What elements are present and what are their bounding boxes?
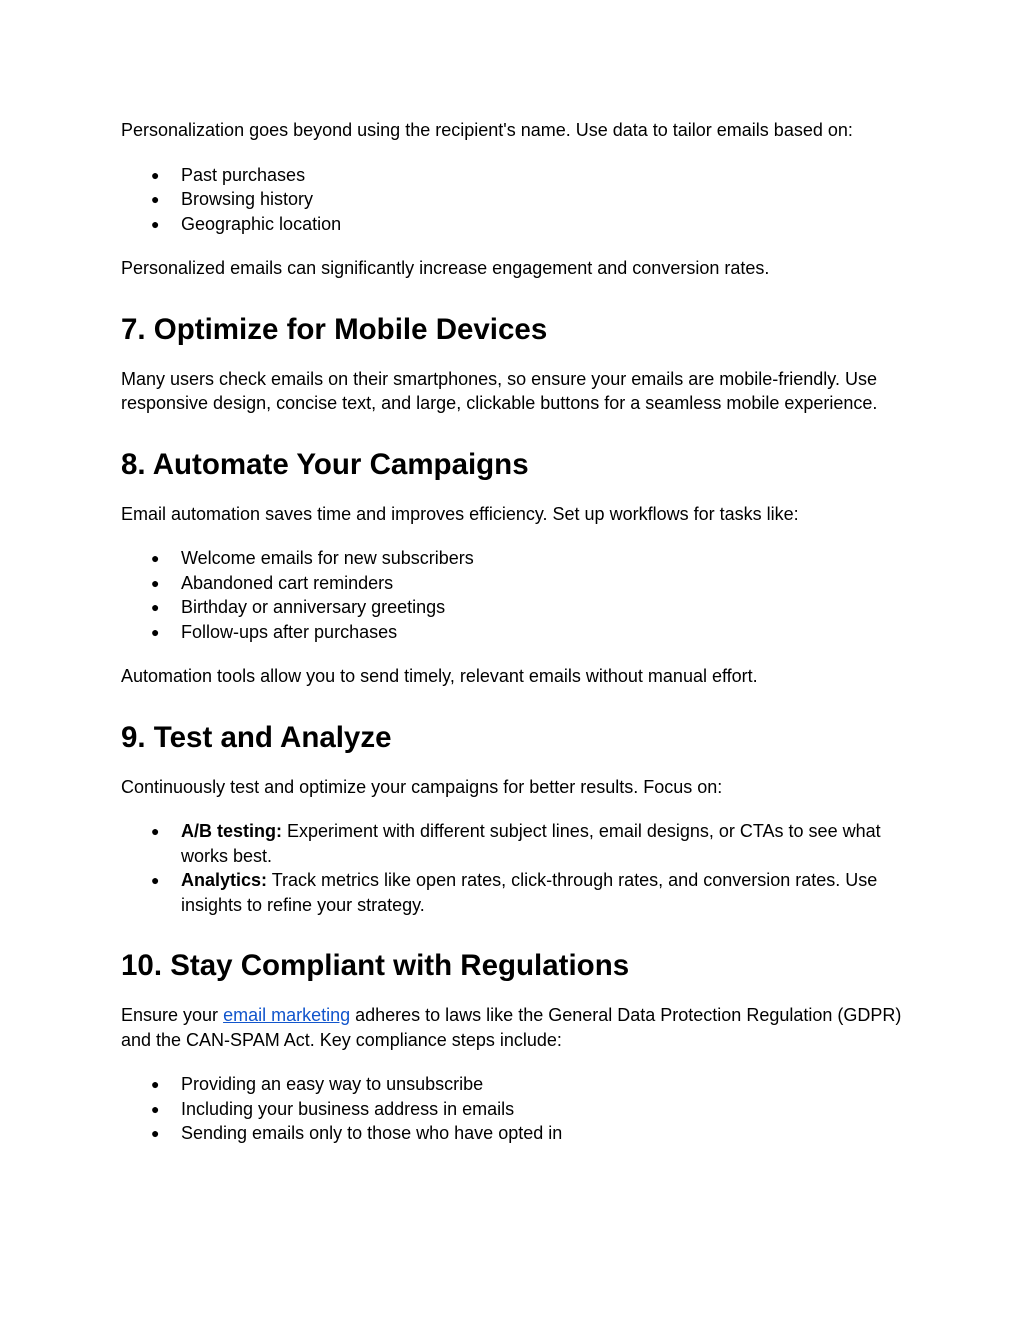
section-8-intro: Email automation saves time and improves efficiency. Set up workflows for tasks like: [121, 503, 799, 524]
list-item: ● Welcome emails for new subscribers [121, 546, 911, 571]
bullet-icon: ● [151, 166, 160, 183]
section-8-heading: 8. Automate Your Campaigns [121, 447, 529, 481]
compliance-list [121, 1072, 911, 1146]
bullet-icon: ● [151, 215, 160, 232]
list-item: ● Past purchases [121, 163, 911, 188]
list-item: ● Follow-ups after purchases [121, 620, 911, 645]
bullet-icon: ● [151, 872, 160, 888]
bullet-icon: ● [151, 823, 160, 839]
list-item: ● Browsing history [121, 187, 911, 212]
bullet-icon: ● [151, 550, 160, 566]
bullet-icon: ● [151, 623, 160, 640]
section-9-heading: 9. Test and Analyze [121, 720, 392, 754]
section-10-heading: 10. Stay Compliant with Regulations [121, 949, 630, 982]
list-item-label: Analytics: [181, 870, 268, 890]
intro-outro-paragraph: Personalized emails can significantly increase engagement and conversion rates. [121, 258, 770, 278]
list-item: ● Birthday or anniversary greetings [121, 595, 911, 620]
section-9-intro: Continuously test and optimize your campaigns for better results. Focus on: [121, 776, 723, 797]
bullet-icon: ● [151, 599, 160, 615]
personalization-list [121, 163, 911, 237]
section-8-outro: Automation tools allow you to send timely, relevant emails without manual effort. [121, 666, 758, 686]
section-7-body: Many users check emails on their smartphones, so ensure your emails are mobile-friendly. Use responsive design, concise text, and large, clickable buttons for a seamless mobile experience. [121, 368, 878, 413]
testing-list [121, 819, 911, 917]
document-page [121, 118, 911, 1146]
list-item: ● Analytics: Track metrics like open rates, click-through rates, and conversion rates. Use insights to refine your strategy. [151, 870, 878, 915]
list-item: ● Including your business address in emails [121, 1097, 911, 1122]
list-item-label: A/B testing: [181, 821, 282, 841]
list-item: ● Providing an easy way to unsubscribe [121, 1072, 911, 1097]
list-item: ● Abandoned cart reminders [121, 571, 911, 596]
section-7-heading: 7. Optimize for Mobile Devices [121, 312, 548, 346]
section-10-intro: Ensure your email marketing adheres to laws like the General Data Protection Regulation (GDPR) and the CAN-SPAM Act. Key compliance steps include: [121, 1005, 902, 1050]
bullet-icon: ● [151, 1100, 160, 1117]
bullet-icon: ● [151, 1076, 160, 1092]
list-item: ● Geographic location [121, 212, 911, 237]
bullet-icon: ● [151, 1125, 160, 1141]
list-item: ● Sending emails only to those who have opted in [121, 1121, 911, 1146]
automation-list [121, 546, 911, 644]
intro-paragraph: Personalization goes beyond using the recipient's name. Use data to tailor emails based on: [121, 120, 853, 140]
bullet-icon: ● [151, 574, 160, 591]
list-item: ● A/B testing: Experiment with different subject lines, email designs, or CTAs to see what works best. [151, 821, 881, 866]
bullet-icon: ● [151, 191, 160, 207]
email-marketing-link[interactable]: email marketing [223, 1005, 351, 1025]
